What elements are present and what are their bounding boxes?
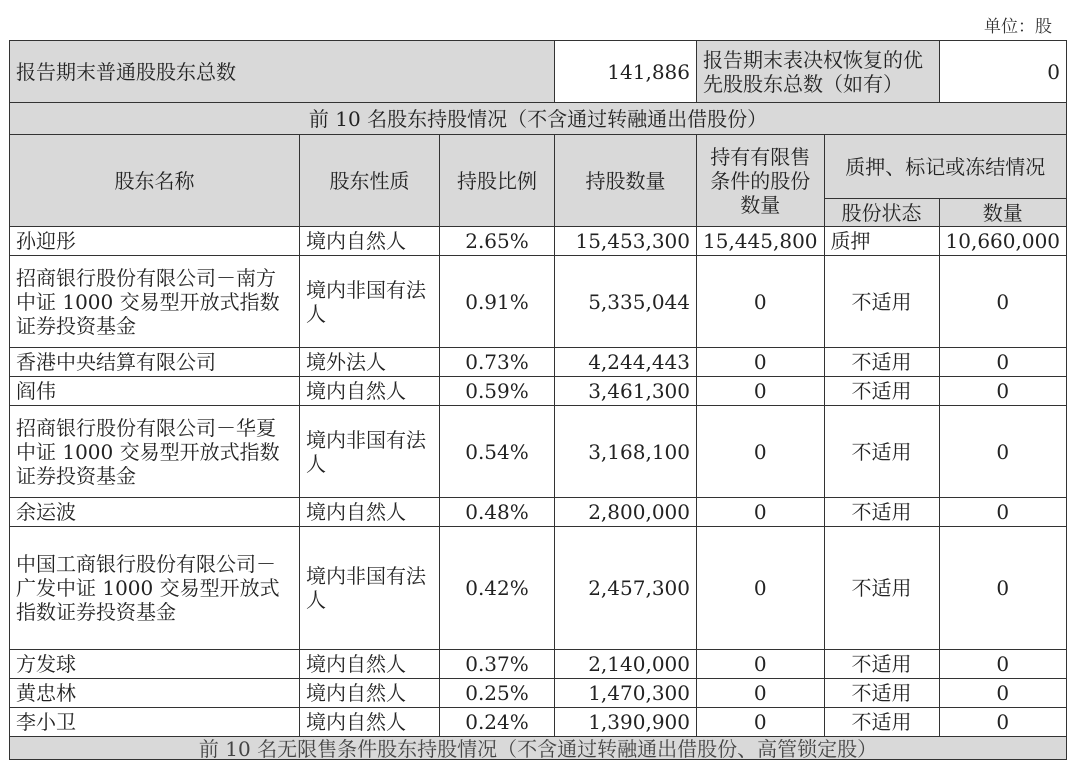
restricted-shares: 0	[697, 498, 825, 527]
unit-label: 单位：股	[984, 17, 1052, 37]
pledge-amount: 0	[939, 348, 1067, 377]
pledge-status: 不适用	[824, 256, 939, 348]
table-row	[10, 406, 1067, 498]
shareholder-name: 李小卫	[10, 708, 300, 737]
table-row	[10, 498, 1067, 527]
shareholding-quantity: 3,168,100	[555, 406, 697, 498]
pledge-amount: 0	[939, 406, 1067, 498]
shareholding-ratio: 0.24%	[440, 708, 555, 737]
shareholder-nature: 境内非国有法人	[300, 406, 440, 498]
shareholding-ratio: 0.42%	[440, 527, 555, 650]
shareholder-nature: 境内自然人	[300, 498, 440, 527]
shareholder-nature: 境内非国有法人	[300, 527, 440, 650]
restricted-shares: 0	[697, 679, 825, 708]
table-row	[10, 348, 1067, 377]
pledge-amount: 0	[939, 377, 1067, 406]
pledge-amount: 0	[939, 256, 1067, 348]
restricted-shares: 0	[697, 527, 825, 650]
header-row-1	[10, 135, 1067, 199]
shareholder-table	[9, 40, 1067, 760]
header-pledge-status: 股份状态	[824, 199, 939, 227]
shareholding-ratio: 0.48%	[440, 498, 555, 527]
total-shareholders-label: 报告期末普通股股东总数	[10, 41, 555, 103]
shareholding-quantity: 5,335,044	[555, 256, 697, 348]
restricted-shares: 15,445,800	[697, 227, 825, 256]
next-section-row	[10, 737, 1067, 760]
pledge-status: 不适用	[824, 348, 939, 377]
shareholding-quantity: 3,461,300	[555, 377, 697, 406]
shareholding-quantity: 15,453,300	[555, 227, 697, 256]
header-name: 股东名称	[10, 135, 300, 227]
header-quantity: 持股数量	[555, 135, 697, 227]
shareholding-ratio: 0.59%	[440, 377, 555, 406]
shareholding-quantity: 2,800,000	[555, 498, 697, 527]
table-row	[10, 650, 1067, 679]
table-row	[10, 377, 1067, 406]
restricted-shares: 0	[697, 348, 825, 377]
section-title: 前 10 名股东持股情况（不含通过转融通出借股份）	[10, 103, 1067, 135]
pledge-amount: 0	[939, 650, 1067, 679]
pledge-status: 不适用	[824, 650, 939, 679]
restricted-shares: 0	[697, 650, 825, 679]
shareholder-nature: 境内自然人	[300, 227, 440, 256]
shareholder-nature: 境内自然人	[300, 377, 440, 406]
table-row	[10, 227, 1067, 256]
header-restricted: 持有有限售条件的股份数量	[697, 135, 825, 227]
header-nature: 股东性质	[300, 135, 440, 227]
shareholding-ratio: 2.65%	[440, 227, 555, 256]
pledge-status: 不适用	[824, 527, 939, 650]
shareholder-nature: 境内非国有法人	[300, 256, 440, 348]
restricted-shares: 0	[697, 256, 825, 348]
shareholding-ratio: 0.37%	[440, 650, 555, 679]
shareholder-name: 阎伟	[10, 377, 300, 406]
shareholder-name: 孙迎彤	[10, 227, 300, 256]
restricted-shares: 0	[697, 377, 825, 406]
shareholder-name: 香港中央结算有限公司	[10, 348, 300, 377]
pledge-amount: 0	[939, 498, 1067, 527]
shareholding-quantity: 1,470,300	[555, 679, 697, 708]
shareholding-ratio: 0.73%	[440, 348, 555, 377]
next-section-title: 前 10 名无限售条件股东持股情况（不含通过转融通出借股份、高管锁定股）	[198, 737, 878, 759]
shareholder-name: 余运波	[10, 498, 300, 527]
shareholder-nature: 境外法人	[300, 348, 440, 377]
shareholder-name: 黄忠林	[10, 679, 300, 708]
pledge-status: 不适用	[824, 498, 939, 527]
total-shareholders-value: 141,886	[555, 41, 697, 103]
pledge-status: 不适用	[824, 406, 939, 498]
pledge-amount: 0	[939, 527, 1067, 650]
restricted-shares: 0	[697, 708, 825, 737]
pledge-status: 不适用	[824, 708, 939, 737]
shareholding-ratio: 0.91%	[440, 256, 555, 348]
shareholding-ratio: 0.54%	[440, 406, 555, 498]
shareholder-nature: 境内自然人	[300, 679, 440, 708]
shareholder-nature: 境内自然人	[300, 708, 440, 737]
shareholding-quantity: 2,457,300	[555, 527, 697, 650]
pledge-status: 不适用	[824, 377, 939, 406]
shareholding-quantity: 1,390,900	[555, 708, 697, 737]
pledge-amount: 0	[939, 708, 1067, 737]
shareholder-nature: 境内自然人	[300, 650, 440, 679]
table-row	[10, 256, 1067, 348]
pledge-status: 不适用	[824, 679, 939, 708]
header-pledge-amount: 数量	[939, 199, 1067, 227]
table-row	[10, 708, 1067, 737]
table-row	[10, 679, 1067, 708]
restricted-shares: 0	[697, 406, 825, 498]
section-title-row	[10, 103, 1067, 135]
shareholder-name: 招商银行股份有限公司－华夏中证 1000 交易型开放式指数证券投资基金	[10, 406, 300, 498]
pledge-amount: 10,660,000	[939, 227, 1067, 256]
summary-row	[10, 41, 1067, 103]
preferred-shareholders-value: 0	[939, 41, 1067, 103]
header-ratio: 持股比例	[440, 135, 555, 227]
pledge-status: 质押	[824, 227, 939, 256]
preferred-shareholders-label: 报告期末表决权恢复的优先股股东总数（如有）	[697, 41, 940, 103]
shareholding-quantity: 2,140,000	[555, 650, 697, 679]
header-pledge-group: 质押、标记或冻结情况	[824, 135, 1067, 199]
shareholding-ratio: 0.25%	[440, 679, 555, 708]
shareholder-name: 招商银行股份有限公司－南方中证 1000 交易型开放式指数证券投资基金	[10, 256, 300, 348]
shareholding-quantity: 4,244,443	[555, 348, 697, 377]
pledge-amount: 0	[939, 679, 1067, 708]
shareholder-name: 方发球	[10, 650, 300, 679]
table-row	[10, 527, 1067, 650]
shareholder-name: 中国工商银行股份有限公司－广发中证 1000 交易型开放式指数证券投资基金	[10, 527, 300, 650]
